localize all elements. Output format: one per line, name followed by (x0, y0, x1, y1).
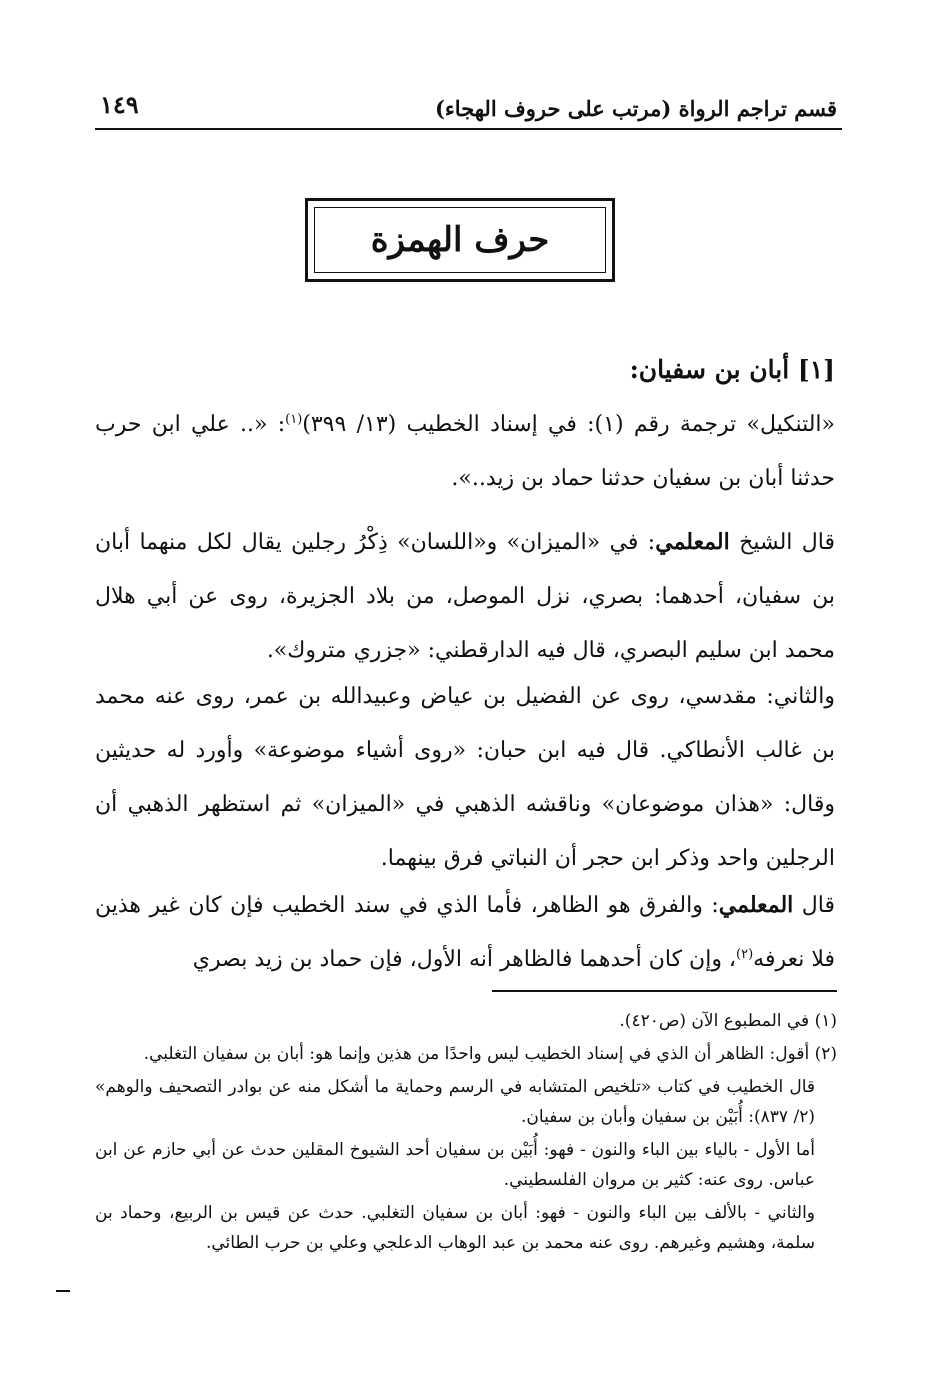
paragraph-4-lead: قال (793, 893, 835, 918)
author-name: المعلمي (718, 892, 794, 918)
footnote-2: (٢) أقول: الظاهر أن الذي في إسناد الخطيب ليس واحدًا من هذين وإنما هو: أبان بن سفيان التغلبي. (143, 1044, 837, 1064)
paragraph-4-text-cont: ، وإن كان أحدهما فالظاهر أنه الأول، فإن حماد بن زيد بصري (192, 947, 737, 972)
footnote-separator (492, 990, 837, 992)
margin-mark (56, 1290, 70, 1292)
page-number: ١٤٩ (100, 90, 139, 119)
paragraph-1-quote: : «.. علي ابن حرب حدثنا أبان بن سفيان حدثنا حماد بن زيد..». (95, 412, 835, 491)
footnotes (95, 1006, 837, 1261)
running-header-title: قسم تراجم الرواة (مرتب على حروف الهجاء) (434, 96, 837, 121)
section-title-box (305, 198, 615, 282)
paragraph-2-text: : في «الميزان» و«اللسان» ذِكْرُ رجلين يقال لكل منهما أبان بن سفيان، أحدهما: بصري، نزل الموصل، من بلاد الجزيرة، روى عن أبي هلال محمد ابن سليم البصري، قال فيه الدارقطني: «جزري متروك». (95, 530, 835, 663)
entry-heading: [١] أبان بن سفيان: (629, 355, 835, 384)
footnote-2-para: أما الأول - بالياء بين الباء والنون - فهو: أُبَيْن بن سفيان أحد الشيوخ المقلين حدث عن أبي حازم عن ابن عباس. روى عنه: كثير بن مروان الفلسطيني. (95, 1140, 815, 1190)
paragraph-4 (95, 878, 835, 987)
paragraph-1 (95, 398, 835, 506)
footnote-ref-2: (٢) (736, 947, 754, 962)
footnote-2-para: والثاني - بالألف بين الباء والنون - فهو: أبان بن سفيان التغلبي. حدث عن قيس بن الربيع، وحماد بن سلمة، وهشيم وغيرهم. روى عنه محمد بن عبد الوهاب الدعلجي وعلي بن حرب الطائي. (95, 1203, 815, 1253)
paragraph-2-lead: قال الشيخ (729, 530, 835, 555)
footnote-2-para: قال الخطيب في كتاب «تلخيص المتشابه في الرسم وحماية ما أشكل منه عن بوادر التصحيف والوهم» (٢/ ٨٣٧): أُبَيْن بن سفيان وأبان بن سفيان. (95, 1077, 815, 1127)
author-name: المعلمي (655, 529, 730, 555)
paragraph-2 (95, 515, 835, 678)
paragraph-3: والثاني: مقدسي، روى عن الفضيل بن عياض وعبيدالله بن عمر، روى عنه محمد بن غالب الأنطاكي. قال فيه ابن حبان: «روى أشياء موضوعة» وأورد له حديثين وقال: «هذان موضوعان» وناقشه الذهبي في «الميزان» ثم استظهر الذهبي أن الرجلين واحد وذكر ابن حجر أن النباتي فرق بينهما. (95, 684, 835, 871)
footnote-ref-1: (١) (285, 412, 303, 427)
section-title: حرف الهمزة (314, 207, 606, 273)
paragraph-4-text: : والفرق هو الظاهر، فأما الذي في سند الخطيب فإن كان غير هذين فلا نعرفه (95, 893, 835, 972)
paragraph-1-text: «التنكيل» ترجمة رقم (١): في إسناد الخطيب (١٣/ ٣٩٩) (302, 412, 835, 437)
header-rule (95, 128, 842, 130)
footnote-1: (١) في المطبوع الآن (ص٤٢٠). (619, 1011, 837, 1031)
